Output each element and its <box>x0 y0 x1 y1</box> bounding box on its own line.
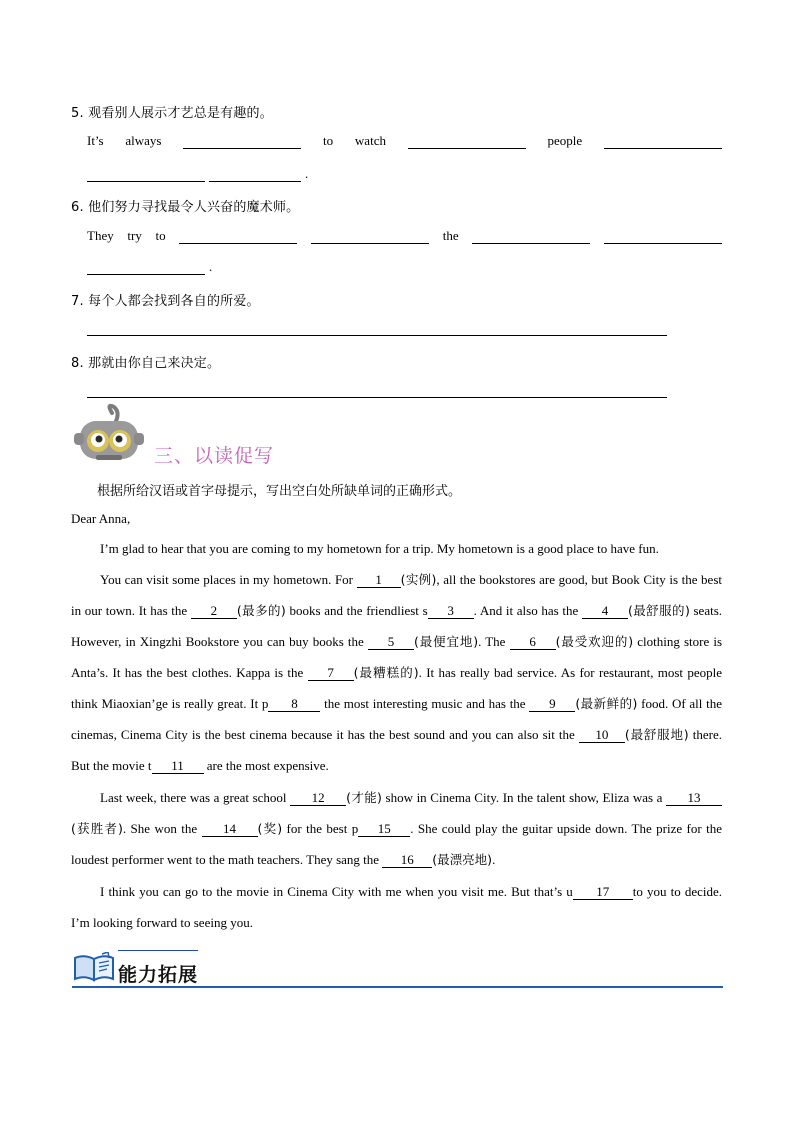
question-8: 8. 那就由你自己来决定。 <box>71 356 221 371</box>
blank-7[interactable]: 7 <box>308 666 354 681</box>
section-instruction: 根据所给汉语或首字母提示，写出空白处所缺单词的正确形式。 <box>97 484 462 499</box>
blank-15[interactable]: 15 <box>358 822 410 837</box>
answer-blank[interactable] <box>311 229 429 244</box>
blank-6[interactable]: 6 <box>510 635 556 650</box>
blank-4[interactable]: 4 <box>582 604 628 619</box>
answer-blank[interactable] <box>209 167 301 182</box>
blank-5[interactable]: 5 <box>368 635 414 650</box>
answer-blank[interactable] <box>472 229 590 244</box>
blank-1[interactable]: 1 <box>357 573 401 588</box>
question-6: 6. 他们努力寻找最令人兴奋的魔术师。 <box>71 200 300 215</box>
question-6-line-1: They try to the <box>87 228 722 244</box>
blank-11[interactable]: 11 <box>152 759 204 774</box>
blank-14[interactable]: 14 <box>202 822 258 837</box>
blank-17[interactable]: 17 <box>573 885 633 900</box>
letter-paragraph-2: You can visit some places in my hometown. For 1 (实例), all the bookstores are good, but Book City is the best in our town. It has the 2 (最多的) books and the friendliest s 3 . And it also has the 4 (最舒服的) seats. However, in Xingzhi Bookstore you can buy books the 5 (最便宜地). The 6 (最受欢迎的) clothing store is Anta’s. It has the best clothes. Kappa is the 7 (最糟糕的). It has really bad service. As for restaurant, most people think Miaoxian’ge is really great. It p 8 the most interesting music and has the 9 (最新鲜的) food. Of all the cinemas, Cinema City is the best cinema because it has the best sound and you can also sit the 10 (最舒服地) there. But the movie t 11 are the most expensive. <box>71 572 723 773</box>
extension-divider <box>72 986 723 988</box>
answer-blank[interactable] <box>179 229 297 244</box>
answer-blank[interactable] <box>604 229 722 244</box>
blank-12[interactable]: 12 <box>290 791 346 806</box>
blank-3[interactable]: 3 <box>428 604 474 619</box>
question-5-line-2: . <box>87 166 308 182</box>
letter-paragraph-1: I’m glad to hear that you are coming to my hometown for a trip. My hometown is a good place to have fun. <box>100 541 659 556</box>
question-7: 7. 每个人都会找到各自的所爱。 <box>71 294 260 309</box>
blank-8[interactable]: 8 <box>268 697 320 712</box>
blank-2[interactable]: 2 <box>191 604 237 619</box>
blank-9[interactable]: 9 <box>529 697 575 712</box>
letter-greeting: Dear Anna, <box>71 511 131 526</box>
extension-divider-top <box>118 950 198 951</box>
blank-10[interactable]: 10 <box>579 728 625 743</box>
answer-blank[interactable] <box>604 134 722 149</box>
answer-blank[interactable] <box>87 260 205 275</box>
letter-paragraph-3: Last week, there was a great school 12 (才能) show in Cinema City. In the talent show, Eliza was a 13(获胜者). She won the 14 (奖) for the best p 15 . She could play the guitar upside down. The prize for the loudest performer went to the math teachers. They sang the 16 (最漂亮地). <box>71 790 722 867</box>
answer-blank[interactable] <box>183 134 301 149</box>
question-6-line-2: . <box>87 259 212 275</box>
book-icon <box>72 952 116 984</box>
letter-paragraph-4: I think you can go to the movie in Cinema City with me when you visit me. But that’s u 17 to you to decide. I’m looking forward to seeing you. <box>71 884 722 930</box>
answer-blank[interactable] <box>408 134 526 149</box>
question-5: 5. 观看别人展示才艺总是有趣的。 <box>71 106 273 121</box>
answer-line-7[interactable] <box>87 334 667 336</box>
answer-line-8[interactable] <box>87 396 667 398</box>
blank-16[interactable]: 16 <box>382 853 432 868</box>
extension-title: 能力拓展 <box>118 964 199 986</box>
answer-blank[interactable] <box>87 167 205 182</box>
section-title: 三、以读促写 <box>154 445 275 467</box>
blank-13[interactable]: 13 <box>666 791 722 806</box>
question-5-line-1: It’s always to watch people <box>87 133 722 149</box>
